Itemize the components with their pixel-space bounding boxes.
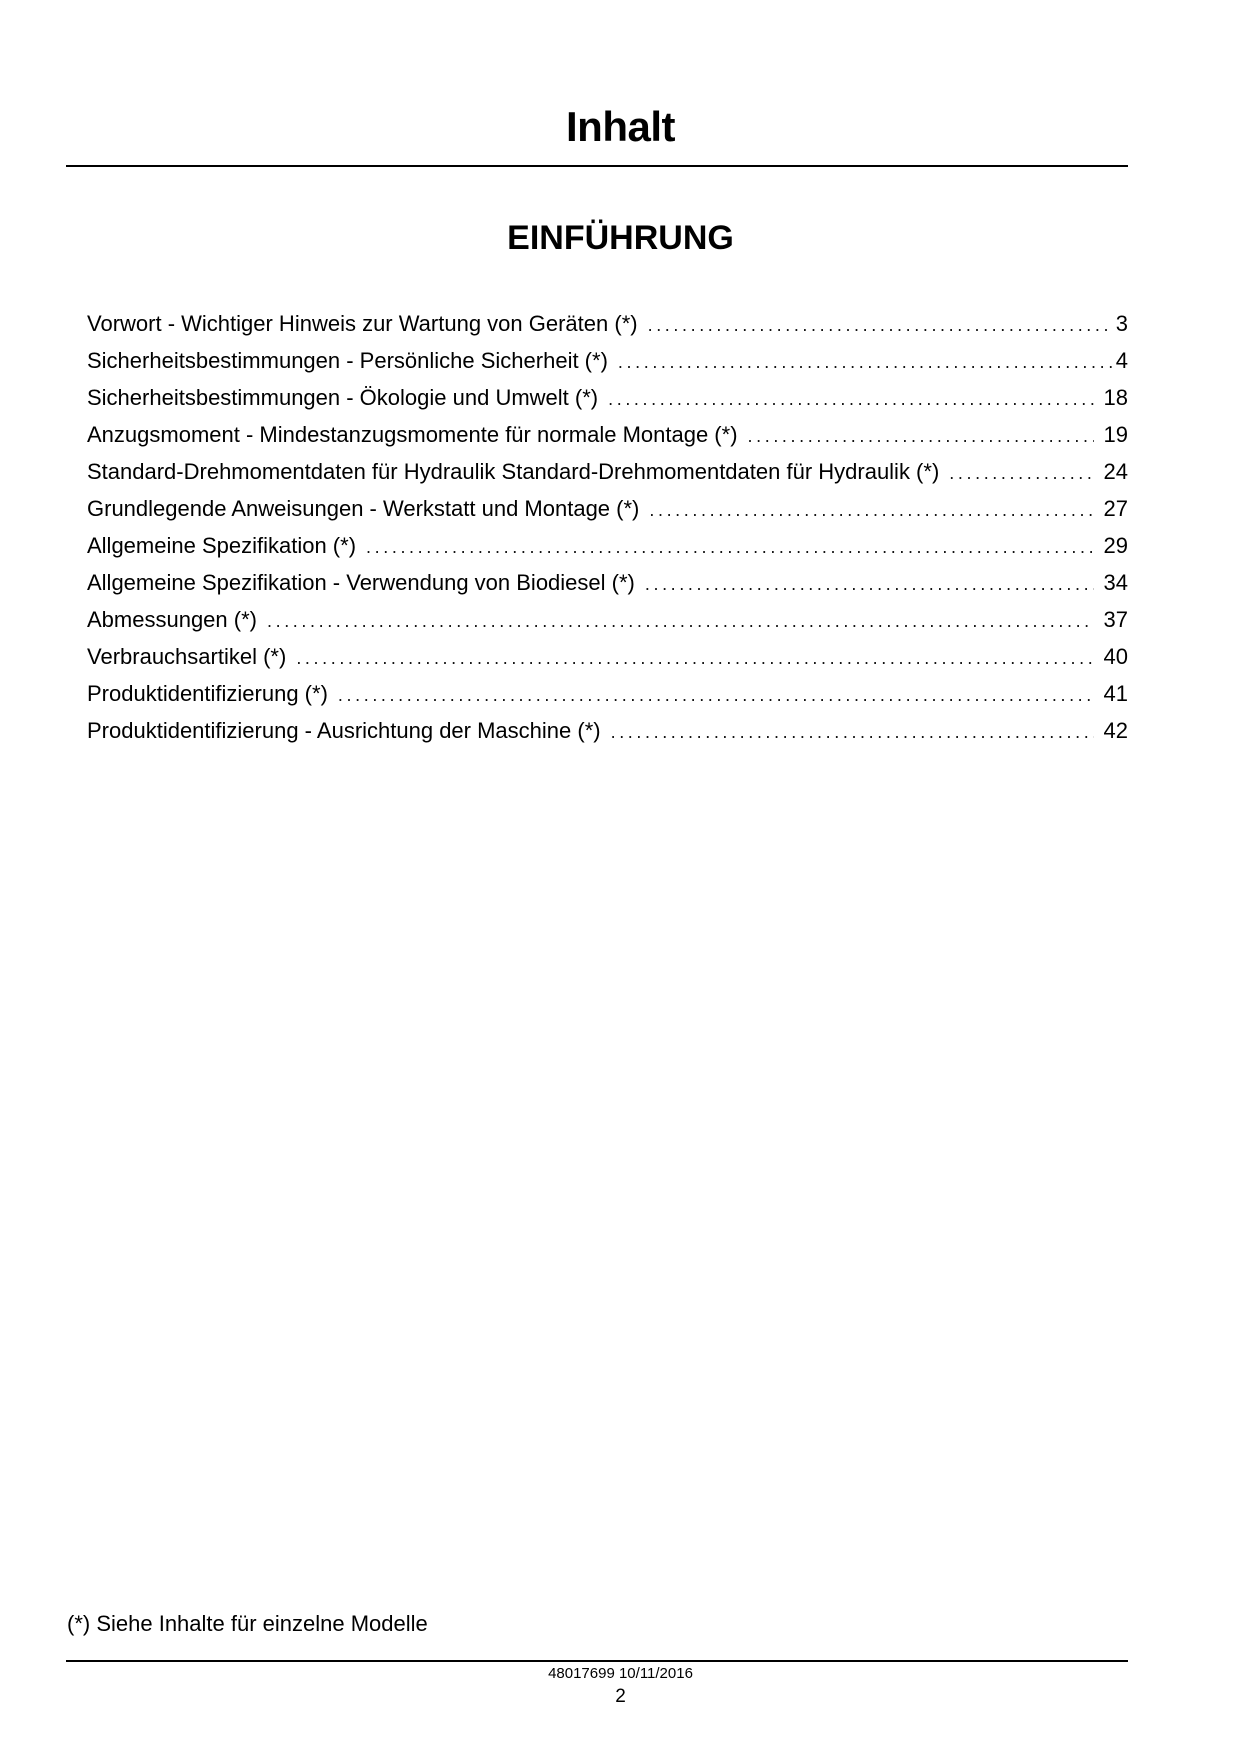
toc-entry-page: 42 <box>1103 718 1128 743</box>
toc-entry-page: 27 <box>1103 496 1128 521</box>
header-divider <box>66 165 1128 167</box>
toc-entry-page: 3 <box>1115 311 1128 336</box>
toc-entry[interactable] <box>87 679 1128 716</box>
toc-entry[interactable] <box>87 531 1128 568</box>
toc-entry[interactable] <box>87 309 1128 346</box>
toc-entry-label: Sicherheitsbestimmungen - Persönliche Sicherheit (*) <box>87 348 608 373</box>
toc-entry-label: Produktidentifizierung - Ausrichtung der Maschine (*) <box>87 718 601 743</box>
dot-leader <box>645 569 1094 599</box>
dot-leader <box>748 421 1094 451</box>
toc-entry-page: 37 <box>1103 607 1128 632</box>
dot-leader <box>338 680 1094 710</box>
toc-entry-page: 29 <box>1103 533 1128 558</box>
dot-leader <box>611 717 1094 747</box>
toc-entry-label: Standard-Drehmomentdaten für Hydraulik Standard-Drehmomentdaten für Hydraulik (*) <box>87 459 940 484</box>
dot-leader <box>608 384 1093 414</box>
page-title: Inhalt <box>566 103 675 150</box>
toc-entry-label: Anzugsmoment - Mindestanzugsmomente für normale Montage (*) <box>87 422 738 447</box>
dot-leader <box>649 495 1093 525</box>
section-title: EINFÜHRUNG <box>507 219 734 257</box>
toc-entry[interactable] <box>87 346 1128 383</box>
toc-entry[interactable] <box>87 383 1128 420</box>
toc-entry-page: 4 <box>1115 348 1128 373</box>
toc-entry[interactable] <box>87 605 1128 642</box>
toc-entry-page: 24 <box>1103 459 1128 484</box>
footnote: (*) Siehe Inhalte für einzelne Modelle <box>67 1611 428 1636</box>
dot-leader <box>648 310 1112 340</box>
toc-entry[interactable] <box>87 716 1128 753</box>
toc-entry-label: Grundlegende Anweisungen - Werkstatt und Montage (*) <box>87 496 640 521</box>
toc-entry-label: Allgemeine Spezifikation (*) <box>87 533 357 558</box>
toc-entry[interactable] <box>87 642 1128 679</box>
toc-entry-label: Vorwort - Wichtiger Hinweis zur Wartung von Geräten (*) <box>87 311 638 336</box>
toc-entry-page: 19 <box>1103 422 1128 447</box>
toc-entry[interactable] <box>87 457 1128 494</box>
dot-leader <box>949 458 1093 488</box>
toc-entry-page: 41 <box>1103 681 1128 706</box>
toc-entry-page: 40 <box>1103 644 1128 669</box>
dot-leader <box>267 606 1094 636</box>
toc-entry-label: Verbrauchsartikel (*) <box>87 644 287 669</box>
dot-leader <box>618 347 1112 377</box>
toc-entry-page: 18 <box>1103 385 1128 410</box>
toc-entry-label: Allgemeine Spezifikation - Verwendung von Biodiesel (*) <box>87 570 635 595</box>
toc-entry[interactable] <box>87 494 1128 531</box>
footer-divider <box>66 1660 1128 1662</box>
toc-entry-page: 34 <box>1103 570 1128 595</box>
dot-leader <box>366 532 1093 562</box>
toc-entry[interactable] <box>87 420 1128 457</box>
document-id-date: 48017699 10/11/2016 <box>548 1665 693 1682</box>
toc-entry-label: Abmessungen (*) <box>87 607 257 632</box>
toc-entry-label: Produktidentifizierung (*) <box>87 681 328 706</box>
dot-leader <box>296 643 1093 673</box>
toc-entry[interactable] <box>87 568 1128 605</box>
page-number: 2 <box>615 1686 626 1707</box>
table-of-contents <box>87 309 1128 753</box>
toc-entry-label: Sicherheitsbestimmungen - Ökologie und Umwelt (*) <box>87 385 599 410</box>
